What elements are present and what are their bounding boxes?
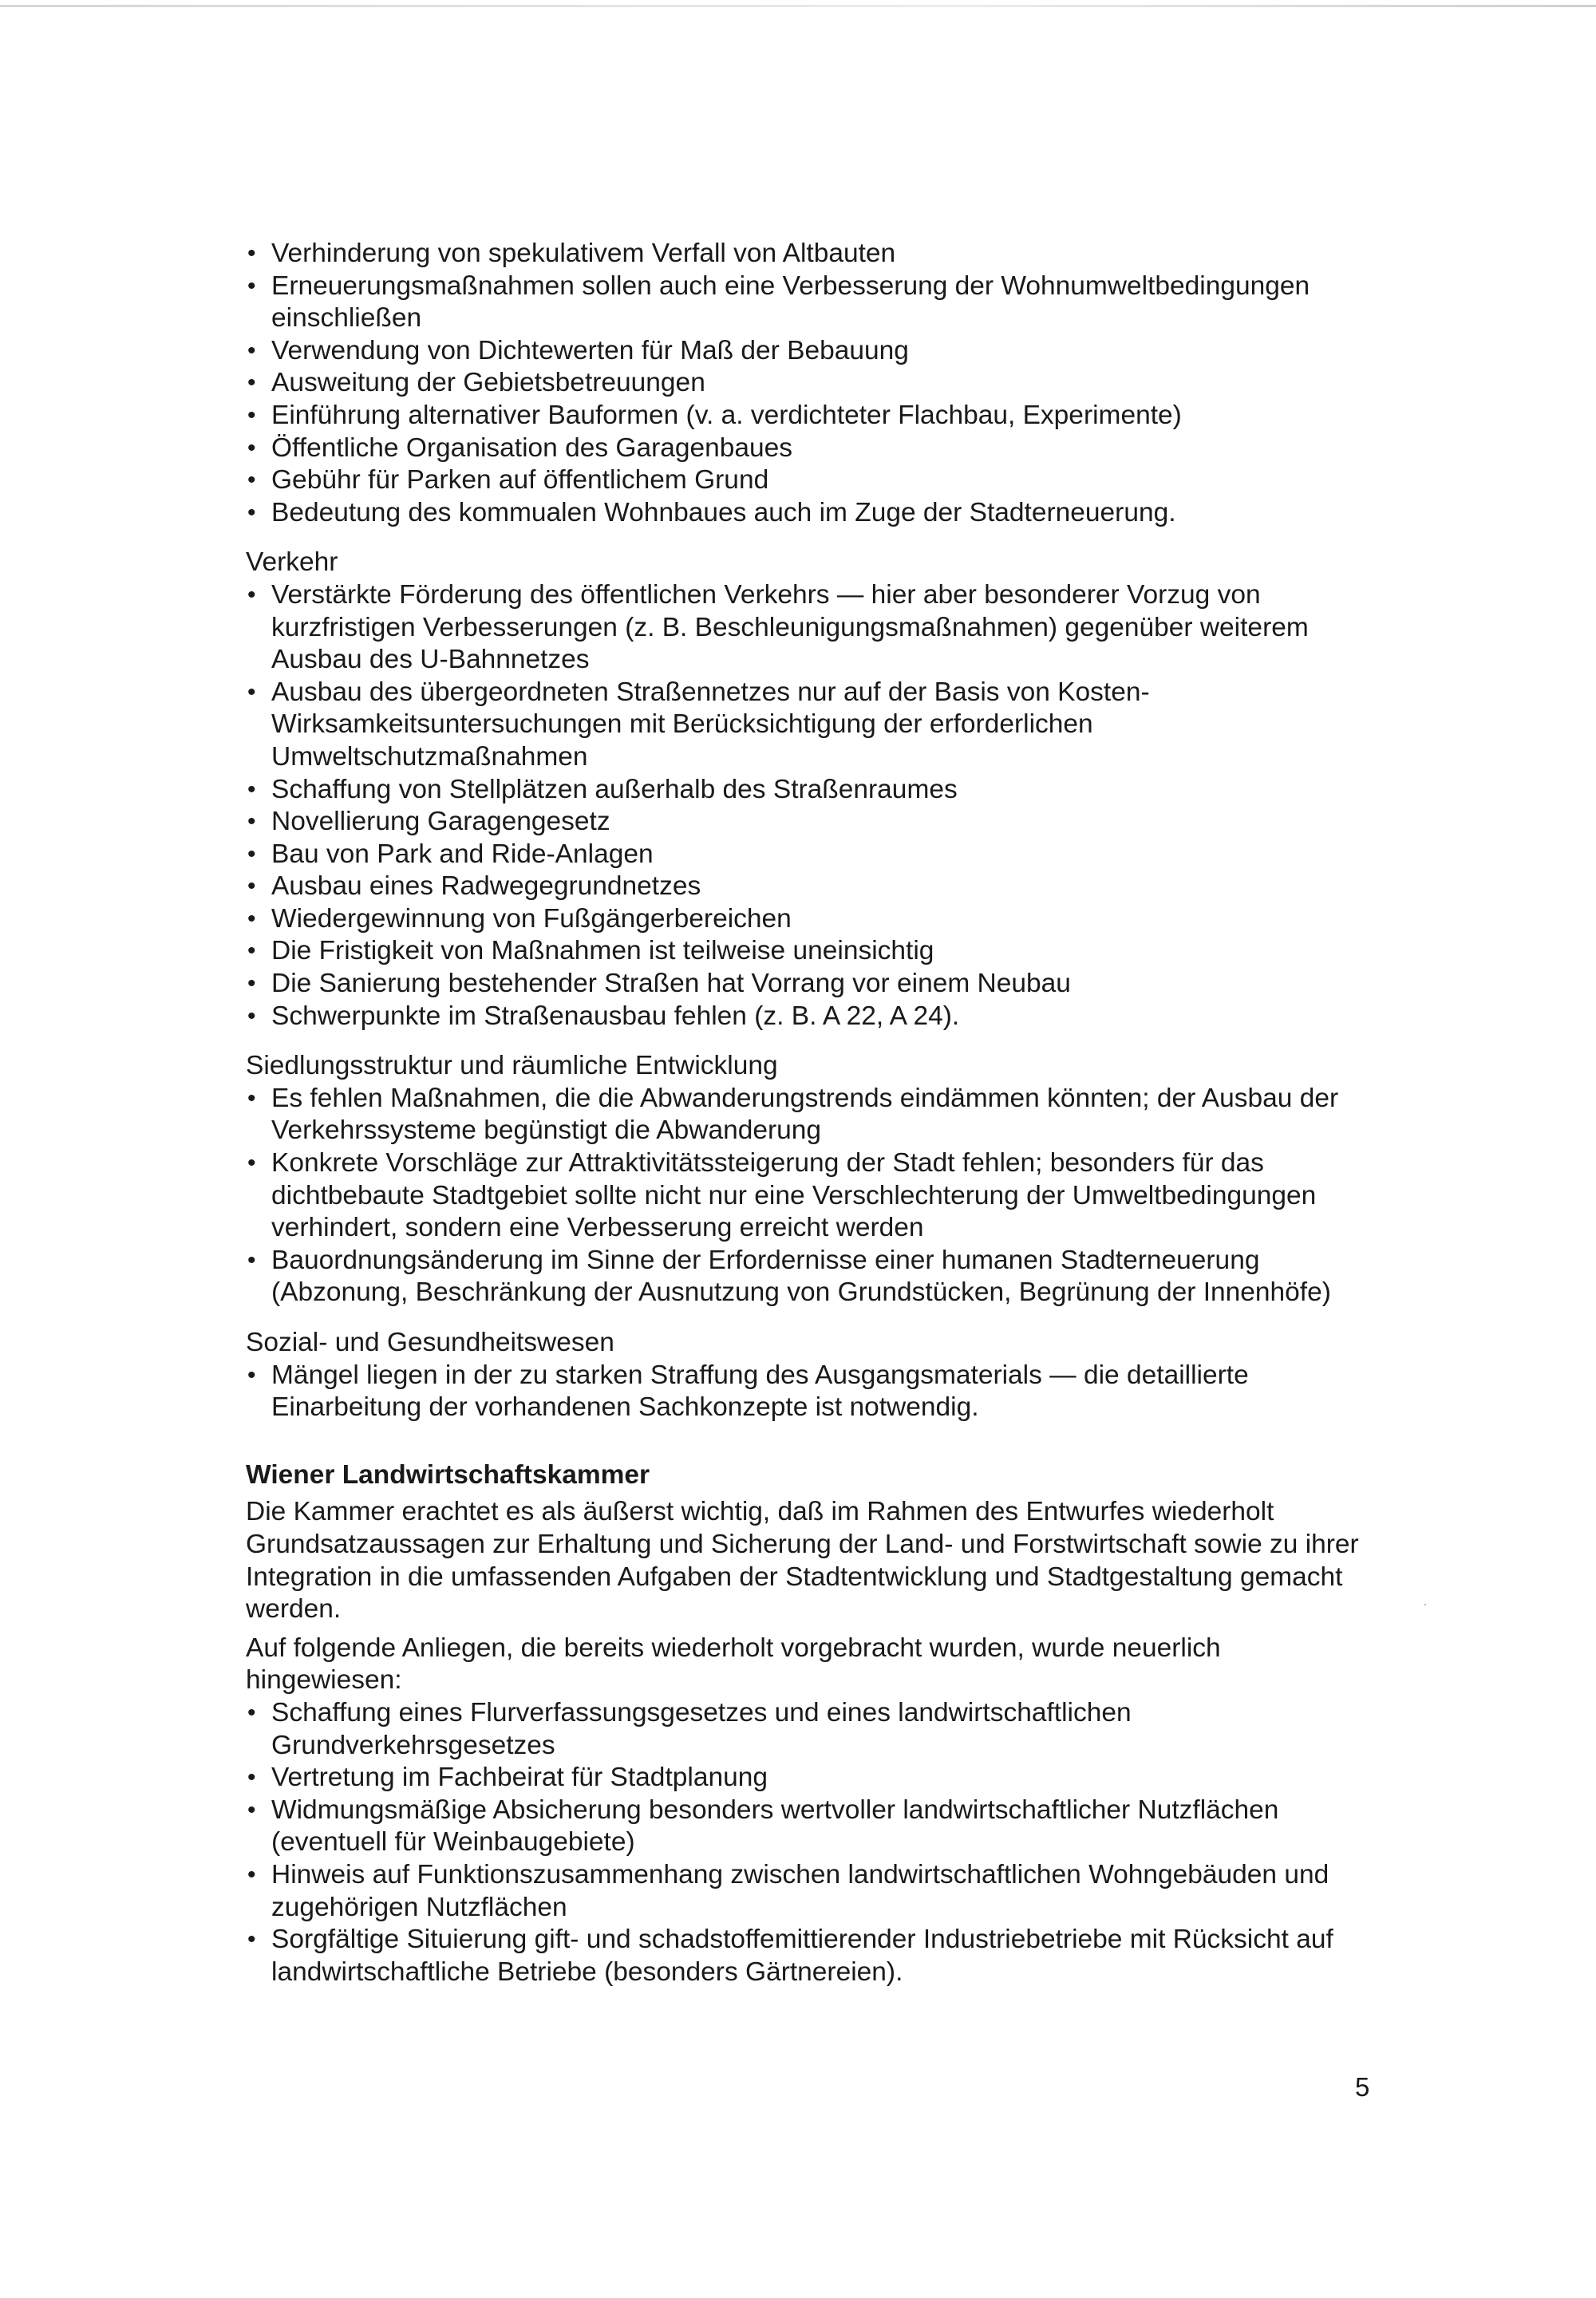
- page-number: 5: [1355, 2072, 1370, 2102]
- list-item: • Konkrete Vorschläge zur Attraktivitätssteigerung der Stadt fehlen; besonders für das dichtbebaute Stadtgebiet sollte nicht nur eine Verschlechterung der Umweltbedingungen verhindert, sondern eine Verbesserung erreicht werden: [247, 1148, 1317, 1243]
- list-item: • Sorgfältige Situierung gift- und schadstoffemittierender Industriebetriebe mit Rücksicht auf landwirtschaftliche Betriebe (besonders Gärtnereien).: [247, 1925, 1333, 1987]
- bullet-icon: •: [247, 808, 256, 835]
- bullet-icon: •: [247, 401, 256, 428]
- list-item: • Bedeutung des kommualen Wohnbaues auch im Zuge der Stadterneuerung.: [246, 497, 1379, 530]
- bullet-icon: •: [247, 1002, 256, 1029]
- siedlung-bullet-list: [246, 1083, 1379, 1309]
- list-item: • Die Fristigkeit von Maßnahmen ist teilweise uneinsichtig: [246, 935, 1379, 968]
- list-item: • Bauordnungsänderung im Sinne der Erfordernisse einer humanen Stadterneuerung (Abzonung, Beschränkung der Ausnutzung von Grundstücken, Begrünung der Innenhöfe): [247, 1245, 1331, 1308]
- list-item: • Mängel liegen in der zu starken Straffung des Ausgangsmaterials — die detaillierte Einarbeitung der vorhandenen Sachkonzepte ist notwendig.: [247, 1360, 1249, 1423]
- list-item: • Ausbau des übergeordneten Straßennetzes nur auf der Basis von Kosten-Wirksamkeitsuntersuchungen mit Berücksichtigung der erforderlichen Umweltschutzmaßnahmen: [247, 677, 1150, 772]
- list-item: • Ausbau eines Radwegegrundnetzes: [246, 871, 1379, 903]
- list-item: • Einführung alternativer Bauformen (v. a. verdichteter Flachbau, Experimente): [246, 400, 1379, 432]
- list-item: • Verwendung von Dichtewerten für Maß der Bebauung: [246, 335, 1379, 368]
- intro-bullet-list: [246, 238, 1379, 529]
- bullet-icon: •: [247, 1796, 256, 1823]
- bullet-icon: •: [247, 873, 256, 900]
- list-item: • Schaffung eines Flurverfassungsgesetzes und eines landwirtschaftlichen Grundverkehrsgesetzes: [247, 1697, 1132, 1760]
- bullet-icon: •: [247, 678, 256, 705]
- bullet-icon: •: [247, 1150, 256, 1177]
- landwirtschaft-bullet-list: [246, 1697, 1379, 1988]
- section-label-verkehr: Verkehr: [246, 547, 338, 578]
- bullet-icon: •: [247, 1084, 256, 1111]
- list-item: • Es fehlen Maßnahmen, die die Abwanderungstrends eindämmen könnten; der Ausbau der Verkehrssysteme begünstigt die Abwanderung: [247, 1083, 1339, 1146]
- bullet-icon: •: [247, 581, 256, 608]
- bullet-icon: •: [247, 369, 256, 397]
- list-item: • Hinweis auf Funktionszusammenhang zwischen landwirtschaftlichen Wohngebäuden und zugehörigen Nutzflächen: [247, 1859, 1329, 1922]
- section-heading-landwirtschaftskammer: Wiener Landwirtschaftskammer: [246, 1459, 650, 1490]
- bullet-icon: •: [247, 1926, 256, 1953]
- bullet-icon: •: [247, 938, 256, 965]
- bullet-icon: •: [247, 272, 256, 299]
- list-item: • Ausweitung der Gebietsbetreuungen: [246, 367, 1379, 400]
- list-item: • Bau von Park and Ride-Anlagen: [246, 839, 1379, 871]
- top-edge-rule: [0, 5, 1596, 7]
- bullet-icon: •: [247, 467, 256, 494]
- bullet-icon: •: [247, 337, 256, 364]
- list-item: • Schwerpunkte im Straßenausbau fehlen (z. B. A 22, A 24).: [246, 1001, 1379, 1033]
- margin-speck: [1424, 1604, 1426, 1605]
- bullet-icon: •: [247, 434, 256, 461]
- section-label-siedlung: Siedlungsstruktur und räumliche Entwicklung: [246, 1051, 778, 1081]
- bullet-icon: •: [247, 240, 256, 267]
- bullet-icon: •: [247, 776, 256, 803]
- paragraph: Die Kammer erachtet es als äußerst wichtig, daß im Rahmen des Entwurfes wiederholt Grundsatzaussagen zur Erhaltung und Sicherung der Land- und Forstwirtschaft sowie zu ihrer Integration in die umfassenden Aufgaben der Stadtentwicklung und Stadtgestaltung gemacht werden.: [246, 1497, 1359, 1625]
- bullet-icon: •: [247, 905, 256, 932]
- section-label-sozial: Sozial- und Gesundheitswesen: [246, 1328, 614, 1357]
- list-item: • Novellierung Garagengesetz: [246, 806, 1379, 839]
- bullet-icon: •: [247, 1361, 256, 1388]
- bullet-icon: •: [247, 970, 256, 997]
- bullet-icon: •: [247, 1764, 256, 1791]
- bullet-icon: •: [247, 1861, 256, 1888]
- list-item: • Verstärkte Förderung des öffentlichen Verkehrs — hier aber besonderer Vorzug von kurzfristigen Verbesserungen (z. B. Beschleunigungsmaßnahmen) gegenüber weiterem Ausbau des U-Bahnnetzes: [247, 579, 1309, 675]
- list-item: • Verhinderung von spekulativem Verfall von Altbauten: [246, 238, 1379, 270]
- list-item: • Die Sanierung bestehender Straßen hat Vorrang vor einem Neubau: [246, 968, 1379, 1001]
- list-item: • Schaffung von Stellplätzen außerhalb des Straßenraumes: [246, 774, 1379, 807]
- bullet-icon: •: [247, 499, 256, 526]
- list-item: • Vertretung im Fachbeirat für Stadtplanung: [246, 1762, 1379, 1795]
- bullet-icon: •: [247, 840, 256, 867]
- paragraph: Auf folgende Anliegen, die bereits wiederholt vorgebracht wurden, wurde neuerlich hingewiesen:: [246, 1633, 1221, 1696]
- document-page: [246, 238, 1379, 1988]
- list-item: • Wiedergewinnung von Fußgängerbereichen: [246, 903, 1379, 936]
- bullet-icon: •: [247, 1699, 256, 1726]
- verkehr-bullet-list: [246, 579, 1379, 1033]
- list-item: • Öffentliche Organisation des Garagenbaues: [246, 432, 1379, 465]
- list-item: • Widmungsmäßige Absicherung besonders wertvoller landwirtschaftlicher Nutzflächen (eventuell für Weinbaugebiete): [247, 1795, 1279, 1858]
- list-item: • Gebühr für Parken auf öffentlichem Grund: [246, 464, 1379, 497]
- sozial-bullet-list: [246, 1360, 1379, 1424]
- bullet-icon: •: [247, 1246, 256, 1273]
- list-item: • Erneuerungsmaßnahmen sollen auch eine Verbesserung der Wohnumweltbedingungen einschließen: [247, 270, 1310, 334]
